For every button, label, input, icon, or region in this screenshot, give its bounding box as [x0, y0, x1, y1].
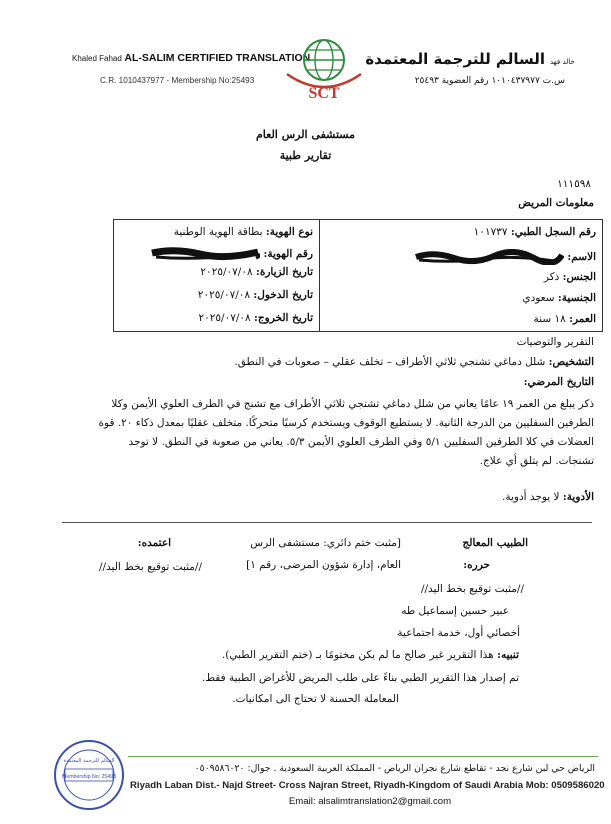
history-label: التاريخ المرضي:	[523, 376, 594, 388]
age-row	[534, 313, 596, 325]
warning-label: تنبيه:	[497, 649, 519, 661]
admit-label: تاريخ الدخول:	[253, 289, 313, 301]
sct-logo	[283, 34, 365, 104]
table-divider	[319, 220, 320, 331]
discharge-value: ٢٠٢٥/٠٧/٠٨	[198, 312, 251, 324]
admit-date-row	[198, 289, 313, 301]
footer-rule	[128, 756, 598, 757]
letterhead-ar-owner: خالد فهد	[550, 58, 575, 66]
gender-label: الجنس:	[562, 271, 596, 283]
footer-email[interactable]: Email: alsalimtranslation2@gmail.com	[288, 796, 452, 807]
issued-note: تم إصدار هذا التقرير الطبي بناءً على طلب المريض للأغراض الطبية فقط.	[202, 672, 519, 684]
medication-value: لا يوجد أدوية.	[501, 491, 560, 503]
id-type-row	[174, 226, 313, 238]
age-label: العمر:	[569, 313, 596, 325]
diagnosis-row	[234, 354, 594, 371]
discharge-date-row	[198, 312, 313, 324]
patient-section-title: معلومات المريض	[518, 197, 594, 209]
footer-en-address: Riyadh Laban Dist.- Najd Street- Cross Najran Street, Riyadh-Kingdom of Saudi Arabia Mob: 0509586020	[130, 780, 605, 791]
report-title: تقارير طبية	[279, 149, 332, 162]
hospital-name: مستشفى الرس العام	[255, 128, 355, 141]
letterhead-en-company: AL-SALIM CERTIFIED TRANSLATION	[124, 52, 311, 64]
patient-info-table	[113, 219, 603, 332]
id-number-row	[150, 246, 313, 262]
medication-row	[502, 489, 594, 506]
footer-ar-address: الرياض حي لبن شارع نجد - تقاطع شارع نجران الرياض - المملكة العربية السعودية . جوال: ٠٥٠٩٥٨٦٠٢٠	[194, 763, 595, 774]
stamp-membership-text: Membership No: 25493	[62, 774, 116, 780]
history-line: تشنجات. لم يتلق أي علاج.	[479, 455, 594, 467]
stamp-note-line2: العام، إدارة شؤون المرضى، رقم ١]	[246, 559, 401, 571]
record-label: رقم السجل الطبي:	[510, 226, 596, 238]
warning-row	[222, 647, 519, 664]
approved-signature: //مثبت توقيع بخط اليد//	[98, 561, 202, 573]
id-number-label: رقم الهوية:	[263, 248, 313, 260]
record-value: ١٠١٧٣٧	[473, 226, 508, 238]
warning-text: هذا التقرير غير صالح ما لم يكن مختومًا بـ (ختم التقرير الطبي).	[221, 649, 494, 661]
id-type-value: بطاقة الهوية الوطنية	[173, 226, 263, 238]
globe-icon	[287, 40, 361, 87]
signature-separator	[62, 522, 592, 523]
doctor-header: الطبيب المعالج	[462, 537, 528, 549]
visit-label: تاريخ الزيارة:	[255, 266, 313, 278]
history-text	[17, 395, 594, 471]
gender-row	[544, 271, 596, 283]
diagnosis-label: التشخيص:	[548, 356, 594, 368]
approved-label: اعتمده:	[137, 537, 171, 549]
medication-label: الأدوية:	[562, 491, 594, 503]
nationality-row	[522, 292, 596, 304]
diagnosis-value: شلل دماغي تشنجي ثلاثي الأطراف – تخلف عقلي – صعوبات في النطق.	[234, 356, 546, 368]
good-deal-note: المعاملة الحسنة لا تحتاج الى امكانيات.	[232, 693, 399, 705]
report-number: ١١١٥٩٨	[557, 178, 591, 190]
membership-stamp	[52, 738, 126, 812]
written-signature: //مثبت توقيع بخط اليد//	[420, 583, 524, 595]
author-name: عبير حسين إسماعيل طه	[401, 605, 509, 617]
logo-text: SCT	[308, 85, 340, 102]
admit-value: ٢٠٢٥/٠٧/٠٨	[197, 289, 251, 301]
name-label: الاسم:	[567, 251, 596, 263]
letterhead-en-cr: C.R. 1010437977 - Membership No:25493	[100, 76, 255, 85]
history-line: العضلات في كلا الطرفين السفليين ٥/١ وفي الطرف العلوي الأيمن ٥/٣. يعاني من صعوبة في النطق. لا توجد	[128, 436, 594, 448]
name-redaction	[414, 249, 564, 265]
nationality-value: سعودي	[522, 292, 555, 304]
name-row	[414, 249, 596, 265]
id-redaction	[150, 246, 260, 262]
letterhead-ar-company: السالم للترجمة المعتمدة	[365, 50, 545, 68]
id-type-label: نوع الهوية:	[265, 226, 313, 238]
stamp-ar-text: السالم للترجمة المعتمدة	[63, 758, 115, 764]
letterhead-ar-cr: س.ت ١٠١٠٤٣٧٩٧٧ رقم العضوية ٢٥٤٩٣	[414, 76, 565, 86]
gender-value: ذكر	[543, 271, 560, 283]
report-section-title: التقرير والتوصيات	[516, 336, 594, 348]
stamp-note-line1: [مثبت ختم دائري: مستشفى الرس	[250, 537, 401, 549]
nationality-label: الجنسية:	[557, 292, 596, 304]
letterhead-en-name	[72, 52, 310, 64]
author-title: أخصائي أول، خدمة اجتماعية	[397, 627, 520, 639]
history-line: ذكر يبلغ من العمر ١٩ عامًا يعاني من شلل دماغي تشنجي ثلاثي الأطراف مع تشنج في الطرف العلوي الأيمن وكلا	[111, 398, 594, 410]
letterhead-en-owner: Khaled Fahad	[72, 54, 122, 63]
discharge-label: تاريخ الخروج:	[254, 312, 313, 324]
record-number-row	[474, 226, 596, 238]
age-value: ١٨ سنة	[533, 313, 566, 325]
visit-date-row	[200, 266, 313, 278]
visit-value: ٢٠٢٥/٠٧/٠٨	[200, 266, 253, 278]
history-line: الطرفين السفليين من الدرجة الثانية. لا يستطيع الوقوف ويستخدم كرسيًا متحركًا. متخلف عقليًا بمعدل ذكاء ٢٠. قوة	[98, 417, 594, 429]
written-label: حرره:	[463, 559, 490, 571]
